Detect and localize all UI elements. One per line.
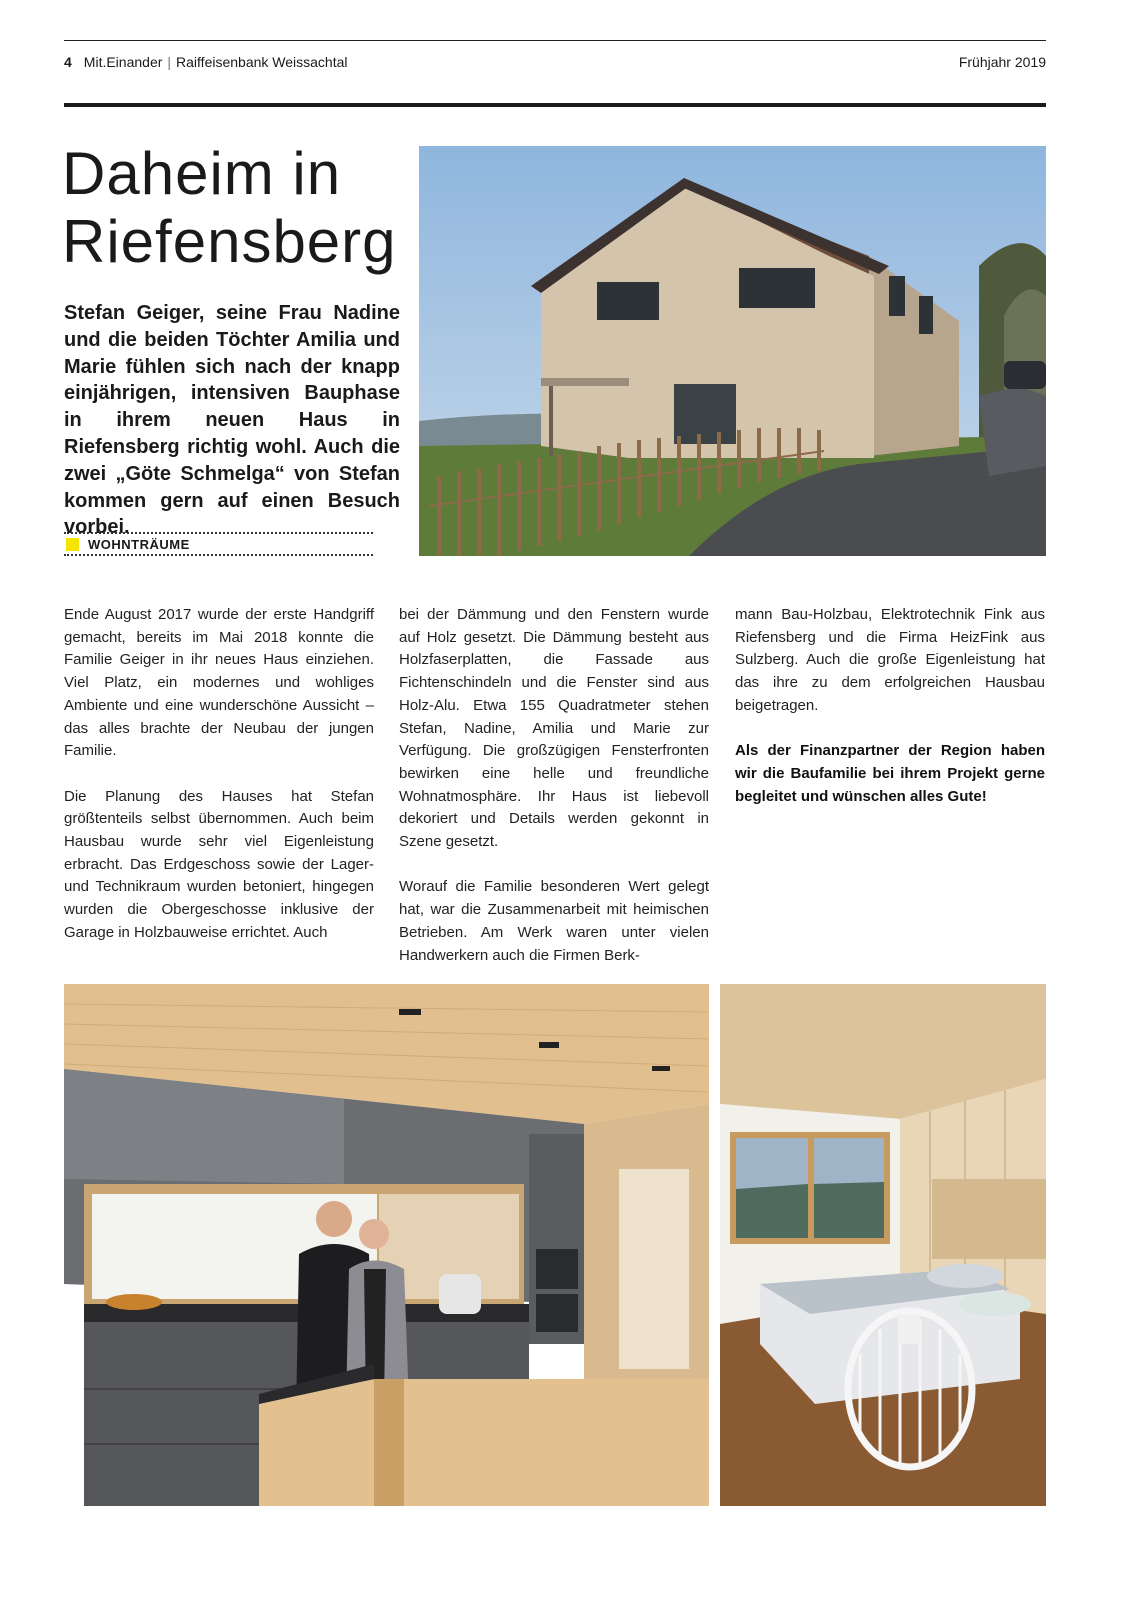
house-exterior-illustration	[419, 146, 1046, 556]
header-separator: |	[167, 54, 172, 70]
body-column-2	[399, 604, 709, 967]
page-number: 4	[64, 54, 72, 70]
article-lead: Stefan Geiger, seine Frau Nadine und die beiden Töchter Amilia und Marie fühlen sich nach der knapp einjährigen, intensiven Bauphase in ihrem neuen Haus in Riefensberg richtig wohl. Auch die zwei „Göte Schmelga“ von Stefan kommen gern auf einen Besuch vorbei.	[64, 302, 400, 539]
header-left	[64, 54, 348, 70]
article-headline	[62, 140, 412, 276]
body-paragraph: mann Bau-Holzbau, Elektrotechnik Fink aus Riefensberg und die Firma HeizFink aus Sulzberg. Auch die große Eigenleistung hat das ihre zu dem erfolgreichen Hausbau beigetragen.	[735, 606, 1045, 714]
bedroom-photo	[720, 984, 1046, 1506]
bank-name: Raiffeisenbank Weissachtal	[176, 54, 348, 70]
category-tag	[64, 532, 373, 556]
body-paragraph: Worauf die Familie besonderen Wert gelegt hat, war die Zusammenarbeit mit heimischen Betrieben. Am Werk waren unter vielen Handwerkern auch die Firmen Berk-	[399, 878, 709, 964]
issue-date: Frühjahr 2019	[958, 54, 1046, 70]
header-rule-top	[64, 40, 1046, 41]
body-column-1	[64, 604, 374, 945]
publication-name: Mit.Einander	[83, 54, 163, 70]
body-paragraph: Die Planung des Hauses hat Stefan größtenteils selbst übernommen. Auch beim Hausbau wurde sehr viel Eigenleistung erbracht. Das Erdgeschoss sowie der Lager- und Technikraum wurden betoniert, hingegen wurden die Obergeschosse inklusive der Garage in Holzbauweise errichtet. Auch	[64, 787, 374, 941]
headline-line-2: Riefensberg	[62, 208, 397, 275]
closing-statement: Als der Finanzpartner der Region haben wir die Baufamilie bei ihrem Projekt gerne begleitet und wünschen alles Gute!	[735, 742, 1045, 805]
kitchen-illustration	[64, 984, 709, 1506]
tag-dotted-rule-top	[64, 532, 373, 534]
tag-dotted-rule-bottom	[64, 554, 373, 556]
house-exterior-photo	[419, 146, 1046, 556]
tag-label: WOHNTRÄUME	[88, 537, 190, 552]
headline-line-1: Daheim in	[62, 140, 342, 207]
tag-marker-square	[66, 538, 79, 551]
body-paragraph: bei der Dämmung und den Fenstern wurde auf Holz gesetzt. Die Dämmung besteht aus Holzfaserplatten, die Fassade aus Fichtenschindeln und die Fenster sind aus Holz-Alu. Etwa 155 Quadratmeter stehen Stefan, Nadine, Amilia und Marie zur Verfügung. Die großzügigen Fensterfronten bewirken eine helle und freundliche Wohnatmosphäre. Ihr Haus ist liebevoll dekoriert und Details werden gekonnt in Szene gesetzt.	[399, 606, 709, 851]
bedroom-illustration	[720, 984, 1046, 1506]
kitchen-photo	[64, 984, 709, 1506]
body-column-3	[735, 604, 1045, 808]
body-paragraph: Ende August 2017 wurde der erste Handgriff gemacht, bereits im Mai 2018 konnte die Familie Geiger in ihr neues Haus einziehen. Viel Platz, ein modernes und wohliges Ambiente und eine wunderschöne Aussicht – das alles brachte der Neubau der jungen Familie.	[64, 606, 374, 760]
header-rule-bottom	[64, 103, 1046, 107]
